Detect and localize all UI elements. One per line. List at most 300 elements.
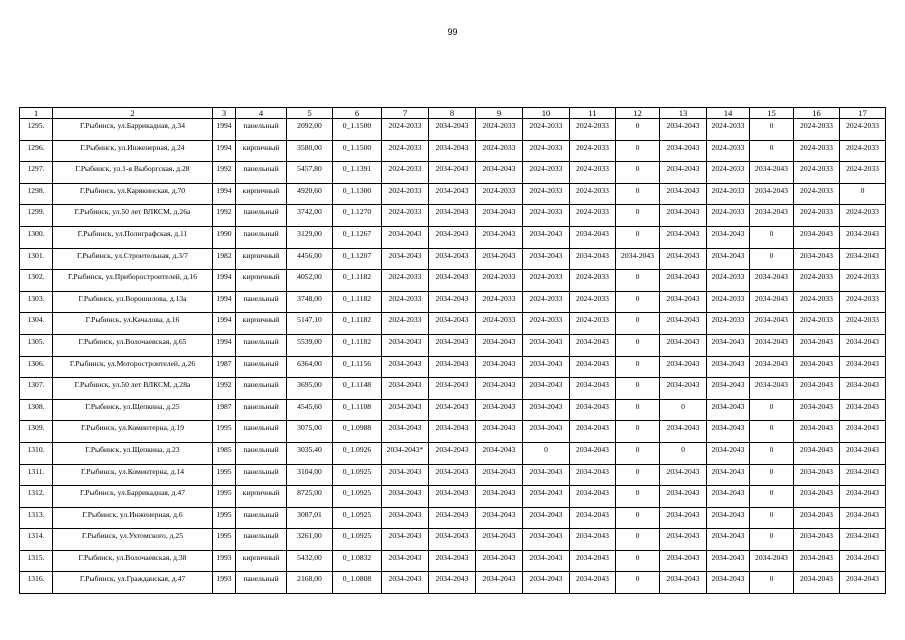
cell-address: Г.Рыбинск, ул.Волочаевская, д.65 <box>53 334 213 356</box>
cell-wall-material: панельный <box>236 205 287 227</box>
cell-period-col-15: 2034-2043 <box>750 205 794 227</box>
cell-period-col-15: 2034-2043 <box>750 183 794 205</box>
cell-period-col-11: 2034-2043 <box>570 529 616 551</box>
cell-wall-material: панельный <box>236 507 287 529</box>
cell-period-col-17: 2034-2043 <box>840 464 886 486</box>
cell-address: Г.Рыбинск, ул.Коминтерна, д.19 <box>53 421 213 443</box>
cell-row-number: 1302. <box>20 270 53 292</box>
cell-period-col-11: 2034-2043 <box>570 378 616 400</box>
cell-area: 2168,00 <box>287 572 333 594</box>
cell-period-col-13: 2034-2043 <box>660 464 707 486</box>
cell-period-col-9: 2034-2043 <box>476 486 523 508</box>
cell-period-col-8: 2034-2043 <box>429 550 476 572</box>
column-header-14: 14 <box>707 108 750 119</box>
cell-period-col-7: 2034-2043 <box>382 248 429 270</box>
cell-row-number: 1295. <box>20 119 53 141</box>
cell-period-col-15: 2034-2043 <box>750 270 794 292</box>
cell-period-col-9: 2024-2033 <box>476 270 523 292</box>
cell-address: Г.Рыбинск, ул.50 лет ВЛКСМ, д.26а <box>53 205 213 227</box>
cell-period-col-16: 2024-2033 <box>794 119 840 141</box>
cell-period-col-12: 0 <box>616 356 660 378</box>
cell-period-col-16: 2024-2033 <box>794 313 840 335</box>
cell-period-col-15: 0 <box>750 442 794 464</box>
cell-period-col-8: 2034-2043 <box>429 313 476 335</box>
cell-area: 3075,00 <box>287 421 333 443</box>
cell-priority-index: 0_1.1300 <box>333 183 382 205</box>
cell-period-col-15: 0 <box>750 507 794 529</box>
cell-period-col-15: 2034-2043 <box>750 162 794 184</box>
cell-area: 8725,00 <box>287 486 333 508</box>
cell-period-col-17: 2024-2033 <box>840 313 886 335</box>
cell-address: Г.Рыбинск, ул.Гражданская, д.47 <box>53 572 213 594</box>
cell-period-col-16: 2034-2043 <box>794 550 840 572</box>
cell-address: Г.Рыбинск, ул.Моторостроителей, д.26 <box>53 356 213 378</box>
cell-period-col-14: 2024-2033 <box>707 291 750 313</box>
cell-period-col-17: 2024-2033 <box>840 270 886 292</box>
cell-period-col-15: 0 <box>750 421 794 443</box>
cell-priority-index: 0_1.0925 <box>333 486 382 508</box>
column-header-7: 7 <box>382 108 429 119</box>
cell-row-number: 1311. <box>20 464 53 486</box>
column-header-3: 3 <box>213 108 236 119</box>
cell-period-col-12: 0 <box>616 421 660 443</box>
cell-period-col-12: 0 <box>616 140 660 162</box>
cell-period-col-9: 2024-2033 <box>476 291 523 313</box>
column-header-17: 17 <box>840 108 886 119</box>
cell-period-col-17: 2034-2043 <box>840 486 886 508</box>
cell-period-col-14: 2034-2043 <box>707 399 750 421</box>
cell-period-col-11: 2034-2043 <box>570 334 616 356</box>
cell-address: Г.Рыбинск, ул.Ворошилова, д.13а <box>53 291 213 313</box>
cell-period-col-12: 0 <box>616 378 660 400</box>
cell-period-col-16: 2034-2043 <box>794 442 840 464</box>
cell-period-col-9: 2024-2033 <box>476 313 523 335</box>
cell-area: 6364,00 <box>287 356 333 378</box>
cell-year-built: 1994 <box>213 313 236 335</box>
cell-row-number: 1306. <box>20 356 53 378</box>
cell-period-col-15: 2034-2043 <box>750 291 794 313</box>
table-row <box>20 486 886 508</box>
cell-row-number: 1308. <box>20 399 53 421</box>
cell-period-col-13: 2034-2043 <box>660 421 707 443</box>
cell-period-col-7: 2034-2043 <box>382 378 429 400</box>
cell-period-col-8: 2034-2043 <box>429 378 476 400</box>
cell-period-col-12: 0 <box>616 205 660 227</box>
cell-period-col-14: 2024-2033 <box>707 270 750 292</box>
cell-period-col-8: 2034-2043 <box>429 572 476 594</box>
cell-period-col-10: 2024-2033 <box>523 313 570 335</box>
cell-period-col-13: 2034-2043 <box>660 205 707 227</box>
cell-row-number: 1301. <box>20 248 53 270</box>
cell-period-col-13: 2034-2043 <box>660 291 707 313</box>
cell-period-col-9: 2034-2043 <box>476 248 523 270</box>
column-header-8: 8 <box>429 108 476 119</box>
cell-area: 3580,00 <box>287 140 333 162</box>
cell-period-col-7: 2024-2033 <box>382 270 429 292</box>
table-row <box>20 313 886 335</box>
cell-period-col-14: 2024-2033 <box>707 205 750 227</box>
cell-wall-material: панельный <box>236 356 287 378</box>
cell-period-col-14: 2034-2043 <box>707 529 750 551</box>
cell-period-col-15: 0 <box>750 140 794 162</box>
cell-period-col-13: 2034-2043 <box>660 334 707 356</box>
table-row <box>20 572 886 594</box>
cell-priority-index: 0_1.1270 <box>333 205 382 227</box>
cell-period-col-13: 2034-2043 <box>660 226 707 248</box>
cell-period-col-11: 2034-2043 <box>570 248 616 270</box>
cell-period-col-11: 2024-2033 <box>570 183 616 205</box>
cell-year-built: 1992 <box>213 162 236 184</box>
table-row <box>20 205 886 227</box>
cell-period-col-14: 2024-2033 <box>707 183 750 205</box>
cell-period-col-7: 2034-2043* <box>382 442 429 464</box>
cell-period-col-16: 2024-2033 <box>794 183 840 205</box>
cell-area: 4456,00 <box>287 248 333 270</box>
cell-period-col-13: 2034-2043 <box>660 140 707 162</box>
table-row <box>20 529 886 551</box>
cell-period-col-8: 2034-2043 <box>429 464 476 486</box>
cell-area: 3129,00 <box>287 226 333 248</box>
cell-period-col-14: 2024-2033 <box>707 119 750 141</box>
cell-address: Г.Рыбинск, ул.Ухтомского, д.25 <box>53 529 213 551</box>
cell-period-col-15: 2034-2043 <box>750 550 794 572</box>
cell-period-col-16: 2024-2033 <box>794 162 840 184</box>
cell-period-col-16: 2034-2043 <box>794 399 840 421</box>
cell-address: Г.Рыбинск, ул.Баррикадная, д.34 <box>53 119 213 141</box>
cell-period-col-15: 0 <box>750 486 794 508</box>
cell-period-col-7: 2024-2033 <box>382 119 429 141</box>
cell-row-number: 1316. <box>20 572 53 594</box>
cell-period-col-10: 2024-2033 <box>523 205 570 227</box>
cell-address: Г.Рыбинск, ул.Строительная, д.3/7 <box>53 248 213 270</box>
cell-address: Г.Рыбинск, ул.Карякинская, д.70 <box>53 183 213 205</box>
cell-period-col-13: 2034-2043 <box>660 572 707 594</box>
cell-wall-material: панельный <box>236 464 287 486</box>
cell-period-col-15: 0 <box>750 248 794 270</box>
cell-period-col-17: 2024-2033 <box>840 205 886 227</box>
cell-period-col-9: 2024-2033 <box>476 119 523 141</box>
cell-period-col-7: 2034-2043 <box>382 550 429 572</box>
cell-period-col-9: 2034-2043 <box>476 378 523 400</box>
cell-period-col-9: 2034-2043 <box>476 529 523 551</box>
cell-period-col-9: 2034-2043 <box>476 205 523 227</box>
cell-priority-index: 0_1.0925 <box>333 529 382 551</box>
cell-period-col-11: 2034-2043 <box>570 572 616 594</box>
cell-period-col-16: 2034-2043 <box>794 334 840 356</box>
cell-year-built: 1982 <box>213 248 236 270</box>
cell-period-col-12: 0 <box>616 334 660 356</box>
cell-period-col-13: 0 <box>660 399 707 421</box>
column-header-16: 16 <box>794 108 840 119</box>
cell-period-col-8: 2034-2043 <box>429 356 476 378</box>
table-row <box>20 140 886 162</box>
cell-period-col-10: 2034-2043 <box>523 421 570 443</box>
cell-period-col-10: 2034-2043 <box>523 378 570 400</box>
cell-period-col-12: 0 <box>616 464 660 486</box>
cell-period-col-14: 2034-2043 <box>707 507 750 529</box>
cell-period-col-7: 2034-2043 <box>382 486 429 508</box>
cell-area: 3104,00 <box>287 464 333 486</box>
cell-period-col-11: 2024-2033 <box>570 140 616 162</box>
cell-area: 3035,40 <box>287 442 333 464</box>
housing-register-table <box>19 107 886 594</box>
cell-period-col-16: 2034-2043 <box>794 378 840 400</box>
cell-period-col-16: 2024-2033 <box>794 291 840 313</box>
cell-period-col-17: 2034-2043 <box>840 378 886 400</box>
cell-row-number: 1303. <box>20 291 53 313</box>
cell-period-col-12: 0 <box>616 507 660 529</box>
cell-period-col-14: 2034-2043 <box>707 486 750 508</box>
cell-row-number: 1299. <box>20 205 53 227</box>
cell-row-number: 1296. <box>20 140 53 162</box>
cell-period-col-7: 2034-2043 <box>382 507 429 529</box>
cell-period-col-7: 2034-2043 <box>382 572 429 594</box>
cell-year-built: 1994 <box>213 140 236 162</box>
cell-period-col-13: 2034-2043 <box>660 162 707 184</box>
table-row <box>20 442 886 464</box>
cell-period-col-16: 2034-2043 <box>794 529 840 551</box>
cell-period-col-17: 2034-2043 <box>840 507 886 529</box>
cell-period-col-7: 2024-2033 <box>382 140 429 162</box>
table-row <box>20 334 886 356</box>
cell-priority-index: 0_1.0925 <box>333 507 382 529</box>
cell-period-col-8: 2034-2043 <box>429 226 476 248</box>
cell-period-col-12: 0 <box>616 399 660 421</box>
cell-row-number: 1314. <box>20 529 53 551</box>
cell-period-col-17: 2034-2043 <box>840 356 886 378</box>
cell-area: 4052,00 <box>287 270 333 292</box>
table-row <box>20 378 886 400</box>
cell-period-col-15: 0 <box>750 119 794 141</box>
cell-row-number: 1304. <box>20 313 53 335</box>
cell-period-col-8: 2034-2043 <box>429 205 476 227</box>
table-row <box>20 248 886 270</box>
cell-priority-index: 0_1.0988 <box>333 421 382 443</box>
cell-period-col-10: 2034-2043 <box>523 507 570 529</box>
cell-period-col-16: 2034-2043 <box>794 507 840 529</box>
cell-period-col-12: 0 <box>616 313 660 335</box>
cell-period-col-8: 2034-2043 <box>429 421 476 443</box>
cell-priority-index: 0_1.1500 <box>333 119 382 141</box>
cell-address: Г.Рыбинск, ул.Волочаевская, д.38 <box>53 550 213 572</box>
cell-row-number: 1300. <box>20 226 53 248</box>
cell-period-col-7: 2034-2043 <box>382 334 429 356</box>
cell-period-col-12: 0 <box>616 162 660 184</box>
cell-period-col-16: 2034-2043 <box>794 486 840 508</box>
cell-wall-material: панельный <box>236 334 287 356</box>
cell-period-col-8: 2034-2043 <box>429 507 476 529</box>
cell-row-number: 1307. <box>20 378 53 400</box>
cell-period-col-15: 2034-2043 <box>750 356 794 378</box>
cell-period-col-15: 0 <box>750 464 794 486</box>
cell-wall-material: кирпичный <box>236 313 287 335</box>
cell-period-col-10: 2024-2033 <box>523 291 570 313</box>
cell-wall-material: панельный <box>236 119 287 141</box>
table-body <box>20 119 886 594</box>
cell-period-col-12: 0 <box>616 486 660 508</box>
cell-area: 4545,60 <box>287 399 333 421</box>
cell-period-col-10: 2034-2043 <box>523 226 570 248</box>
cell-priority-index: 0_1.1182 <box>333 270 382 292</box>
cell-period-col-11: 2034-2043 <box>570 226 616 248</box>
cell-period-col-8: 2034-2043 <box>429 162 476 184</box>
cell-period-col-15: 2034-2043 <box>750 378 794 400</box>
cell-period-col-17: 0 <box>840 183 886 205</box>
cell-priority-index: 0_1.0925 <box>333 464 382 486</box>
cell-period-col-11: 2034-2043 <box>570 507 616 529</box>
cell-period-col-13: 2034-2043 <box>660 270 707 292</box>
cell-period-col-10: 2034-2043 <box>523 248 570 270</box>
cell-period-col-16: 2024-2033 <box>794 270 840 292</box>
cell-priority-index: 0_1.0808 <box>333 572 382 594</box>
cell-period-col-10: 2034-2043 <box>523 486 570 508</box>
cell-period-col-9: 2034-2043 <box>476 550 523 572</box>
cell-row-number: 1298. <box>20 183 53 205</box>
cell-year-built: 1994 <box>213 270 236 292</box>
cell-period-col-14: 2034-2043 <box>707 421 750 443</box>
cell-address: Г.Рыбинск, ул.Щепкина, д.25 <box>53 399 213 421</box>
cell-period-col-9: 2034-2043 <box>476 162 523 184</box>
cell-area: 2092,00 <box>287 119 333 141</box>
cell-period-col-8: 2034-2043 <box>429 334 476 356</box>
cell-period-col-15: 2034-2043 <box>750 313 794 335</box>
cell-address: Г.Рыбинск, ул.Приборостроителей, д.16 <box>53 270 213 292</box>
column-header-11: 11 <box>570 108 616 119</box>
cell-period-col-16: 2034-2043 <box>794 421 840 443</box>
cell-period-col-10: 2034-2043 <box>523 529 570 551</box>
cell-period-col-13: 2034-2043 <box>660 313 707 335</box>
cell-period-col-7: 2034-2043 <box>382 421 429 443</box>
cell-period-col-11: 2034-2043 <box>570 356 616 378</box>
cell-period-col-14: 2034-2043 <box>707 464 750 486</box>
cell-address: Г.Рыбинск, ул.1-я Выборгская, д.28 <box>53 162 213 184</box>
cell-period-col-9: 2034-2043 <box>476 421 523 443</box>
cell-row-number: 1310. <box>20 442 53 464</box>
cell-period-col-17: 2034-2043 <box>840 226 886 248</box>
column-header-2: 2 <box>53 108 213 119</box>
cell-address: Г.Рыбинск, ул.Инженерная, д.6 <box>53 507 213 529</box>
cell-period-col-14: 2024-2033 <box>707 162 750 184</box>
cell-period-col-12: 0 <box>616 572 660 594</box>
cell-period-col-11: 2024-2033 <box>570 270 616 292</box>
cell-period-col-10: 2034-2043 <box>523 550 570 572</box>
cell-period-col-11: 2034-2043 <box>570 486 616 508</box>
cell-period-col-13: 2034-2043 <box>660 378 707 400</box>
cell-period-col-17: 2024-2033 <box>840 119 886 141</box>
cell-year-built: 1993 <box>213 550 236 572</box>
cell-priority-index: 0_1.1182 <box>333 313 382 335</box>
page-number: 99 <box>447 27 458 37</box>
cell-period-col-14: 2024-2033 <box>707 313 750 335</box>
cell-period-col-14: 2034-2043 <box>707 572 750 594</box>
cell-period-col-13: 2034-2043 <box>660 119 707 141</box>
cell-period-col-9: 2034-2043 <box>476 464 523 486</box>
cell-wall-material: кирпичный <box>236 140 287 162</box>
cell-year-built: 1985 <box>213 442 236 464</box>
cell-period-col-8: 2034-2043 <box>429 291 476 313</box>
cell-year-built: 1994 <box>213 291 236 313</box>
cell-period-col-14: 2034-2043 <box>707 226 750 248</box>
cell-period-col-8: 2034-2043 <box>429 529 476 551</box>
cell-area: 4920,60 <box>287 183 333 205</box>
cell-period-col-15: 0 <box>750 226 794 248</box>
cell-period-col-17: 2024-2033 <box>840 291 886 313</box>
cell-period-col-17: 2034-2043 <box>840 334 886 356</box>
cell-period-col-10: 2024-2033 <box>523 183 570 205</box>
cell-period-col-12: 0 <box>616 270 660 292</box>
cell-period-col-7: 2034-2043 <box>382 356 429 378</box>
cell-period-col-12: 0 <box>616 226 660 248</box>
table-row <box>20 226 886 248</box>
cell-period-col-17: 2024-2033 <box>840 140 886 162</box>
table-header <box>20 108 886 119</box>
cell-period-col-12: 0 <box>616 291 660 313</box>
cell-period-col-9: 2034-2043 <box>476 334 523 356</box>
cell-row-number: 1309. <box>20 421 53 443</box>
cell-period-col-10: 2034-2043 <box>523 464 570 486</box>
cell-row-number: 1315. <box>20 550 53 572</box>
cell-period-col-11: 2034-2043 <box>570 464 616 486</box>
cell-period-col-8: 2034-2043 <box>429 486 476 508</box>
cell-year-built: 1995 <box>213 486 236 508</box>
cell-period-col-14: 2034-2043 <box>707 378 750 400</box>
cell-year-built: 1993 <box>213 572 236 594</box>
header-row <box>20 108 886 119</box>
cell-period-col-17: 2034-2043 <box>840 421 886 443</box>
cell-period-col-15: 2034-2043 <box>750 334 794 356</box>
cell-address: Г.Рыбинск, ул.Качалова, д.16 <box>53 313 213 335</box>
cell-period-col-13: 2034-2043 <box>660 183 707 205</box>
cell-area: 3748,00 <box>287 291 333 313</box>
cell-period-col-7: 2024-2033 <box>382 205 429 227</box>
cell-year-built: 1987 <box>213 399 236 421</box>
table-row <box>20 162 886 184</box>
cell-period-col-7: 2024-2033 <box>382 162 429 184</box>
cell-period-col-9: 2034-2043 <box>476 442 523 464</box>
cell-period-col-15: 0 <box>750 529 794 551</box>
cell-area: 3261,00 <box>287 529 333 551</box>
cell-period-col-12: 0 <box>616 550 660 572</box>
column-header-4: 4 <box>236 108 287 119</box>
cell-area: 3087,01 <box>287 507 333 529</box>
cell-period-col-12: 0 <box>616 119 660 141</box>
table-row <box>20 291 886 313</box>
cell-address: Г.Рыбинск, ул.Щепкина, д.23 <box>53 442 213 464</box>
cell-period-col-9: 2034-2043 <box>476 507 523 529</box>
cell-priority-index: 0_1.0832 <box>333 550 382 572</box>
cell-wall-material: кирпичный <box>236 183 287 205</box>
cell-row-number: 1297. <box>20 162 53 184</box>
cell-wall-material: кирпичный <box>236 270 287 292</box>
cell-period-col-17: 2034-2043 <box>840 442 886 464</box>
cell-period-col-12: 0 <box>616 442 660 464</box>
cell-period-col-9: 2034-2043 <box>476 226 523 248</box>
cell-period-col-10: 2024-2033 <box>523 162 570 184</box>
cell-period-col-15: 0 <box>750 572 794 594</box>
cell-year-built: 1994 <box>213 334 236 356</box>
cell-period-col-13: 2034-2043 <box>660 507 707 529</box>
cell-period-col-10: 2024-2033 <box>523 140 570 162</box>
cell-period-col-14: 2024-2033 <box>707 140 750 162</box>
cell-area: 5457,80 <box>287 162 333 184</box>
cell-period-col-11: 2034-2043 <box>570 421 616 443</box>
cell-period-col-11: 2024-2033 <box>570 162 616 184</box>
cell-year-built: 1995 <box>213 529 236 551</box>
cell-period-col-13: 2034-2043 <box>660 356 707 378</box>
cell-period-col-8: 2034-2043 <box>429 183 476 205</box>
cell-period-col-8: 2034-2043 <box>429 248 476 270</box>
cell-wall-material: панельный <box>236 442 287 464</box>
